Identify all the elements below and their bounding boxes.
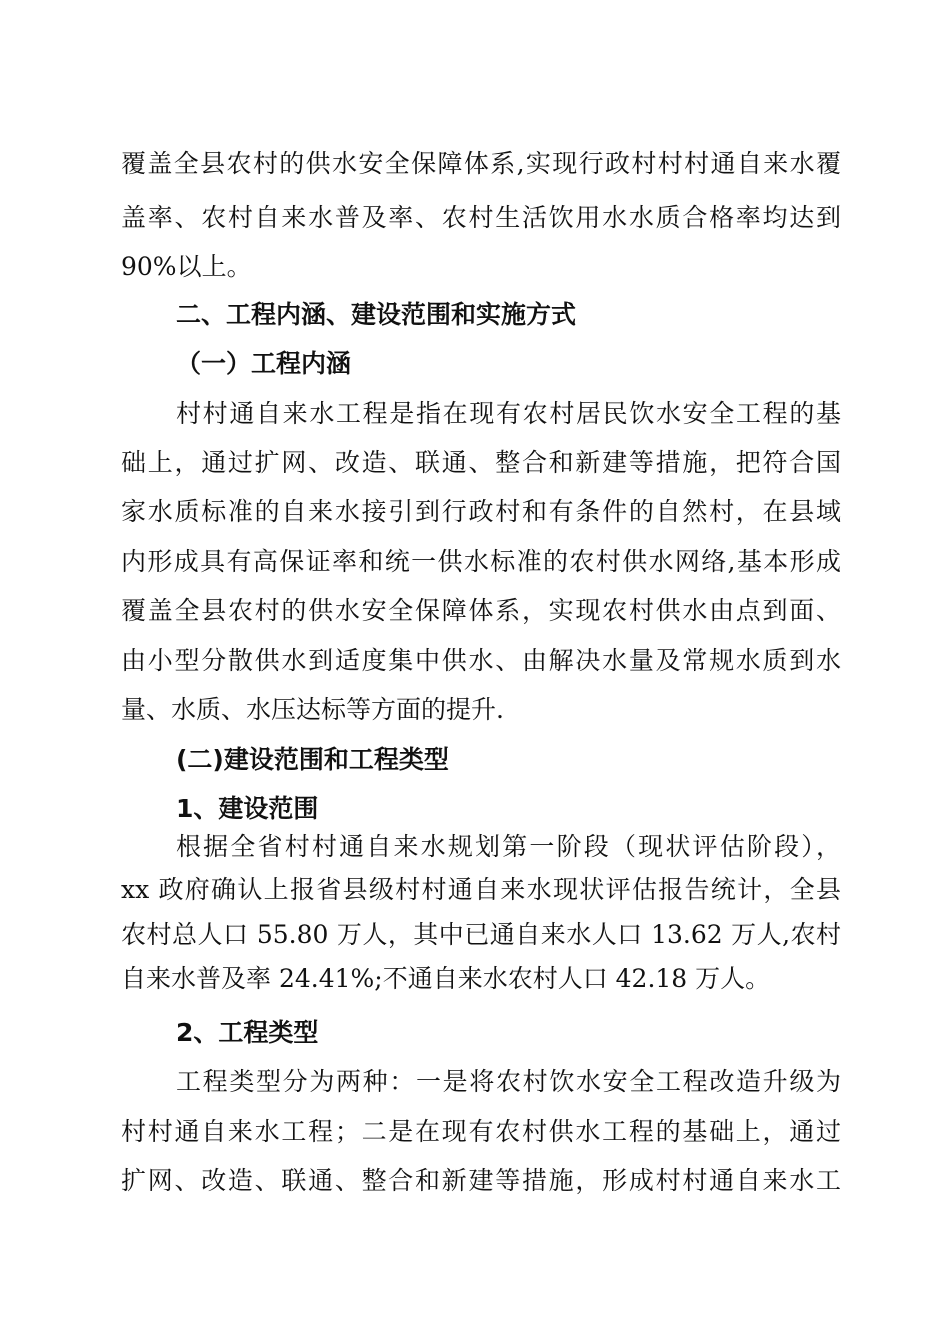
subsection-heading: （一）工程内涵 — [176, 349, 352, 378]
subsection-heading: (二)建设范围和工程类型 — [176, 745, 449, 774]
section-heading: 二、工程内涵、建设范围和实施方式 — [176, 300, 577, 329]
body-text-line: 自来水普及率 24.41%;不通自来水农村人口 42.18 万人。 — [121, 964, 771, 993]
body-text-line: 由小型分散供水到适度集中供水、由解决水量及常规水质到水 — [121, 646, 841, 675]
body-text-line: 量、水质、水压达标等方面的提升. — [121, 695, 504, 724]
body-text-line: 村村通自来水工程是指在现有农村居民饮水安全工程的基 — [176, 399, 841, 428]
body-text-line: 覆盖全县农村的供水安全保障体系，实现农村供水由点到面、 — [121, 596, 841, 625]
body-text-line: 90%以上。 — [121, 252, 252, 281]
body-text-line: 扩网、改造、联通、整合和新建等措施，形成村村通自来水工 — [121, 1166, 841, 1195]
body-text-line: 覆盖全县农村的供水安全保障体系,实现行政村村村通自来水覆 — [121, 149, 841, 178]
body-text-line: 农村总人口 55.80 万人，其中已通自来水人口 13.62 万人,农村 — [121, 920, 841, 949]
item-heading: 1、建设范围 — [176, 794, 319, 823]
body-text-line: 村村通自来水工程；二是在现有农村供水工程的基础上，通过 — [121, 1117, 841, 1146]
body-text-line: 家水质标准的自来水接引到行政村和有条件的自然村，在县域 — [121, 497, 841, 526]
body-text-line: 内形成具有高保证率和统一供水标准的农村供水网络,基本形成 — [121, 547, 841, 576]
body-text-line: 盖率、农村自来水普及率、农村生活饮用水水质合格率均达到 — [121, 203, 841, 232]
body-text-line: 工程类型分为两种：一是将农村饮水安全工程改造升级为 — [176, 1067, 841, 1096]
body-text-line: 根据全省村村通自来水规划第一阶段（现状评估阶段）， — [176, 832, 841, 861]
body-text-line: xx 政府确认上报省县级村村通自来水现状评估报告统计，全县 — [121, 875, 841, 904]
item-heading: 2、工程类型 — [176, 1018, 319, 1047]
body-text-line: 础上，通过扩网、改造、联通、整合和新建等措施，把符合国 — [121, 448, 841, 477]
